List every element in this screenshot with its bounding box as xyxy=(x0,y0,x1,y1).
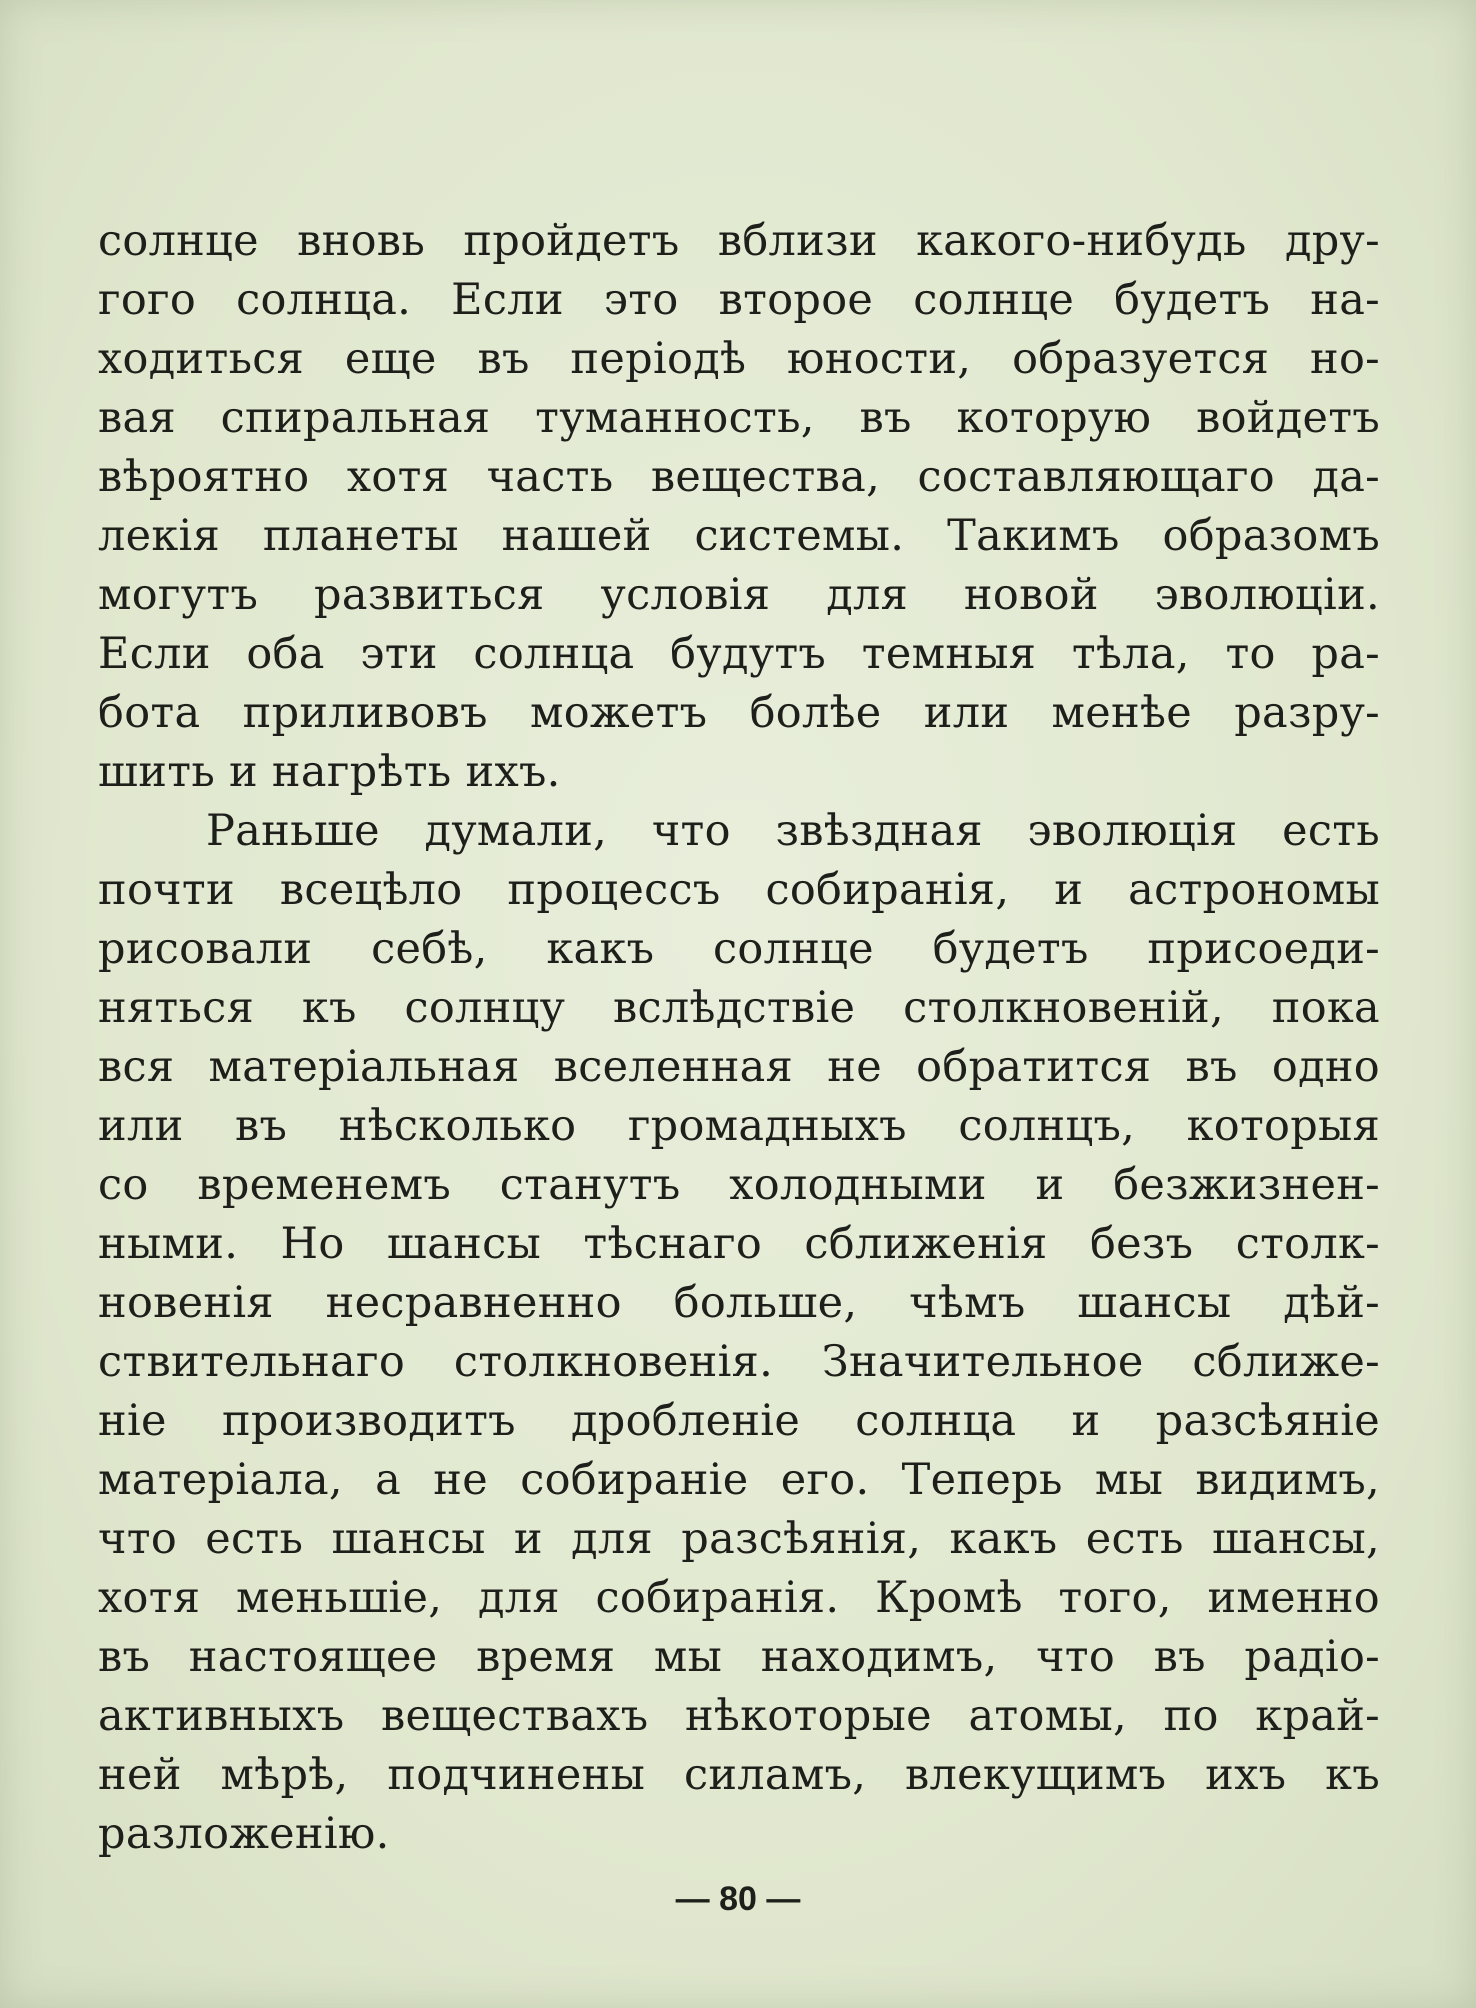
text-line: со временемъ станутъ холодными и безжизнен- xyxy=(98,1160,1380,1210)
text-line: активныхъ веществахъ нѣкоторые атомы, по край- xyxy=(98,1691,1380,1741)
page-number: — 80 — xyxy=(675,1880,801,1918)
text-line: новенія несравненно больше, чѣмъ шансы дѣй- xyxy=(98,1278,1380,1328)
text-line: что есть шансы и для разсѣянія, какъ есть шансы, xyxy=(98,1514,1380,1564)
text-line: ствительнаго столкновенія. Значительное сближе- xyxy=(98,1337,1380,1387)
text-line: шить и нагрѣть ихъ. xyxy=(98,747,561,797)
text-line: ными. Но шансы тѣснаго сближенія безъ столк- xyxy=(98,1219,1380,1269)
text-line: въ настоящее время мы находимъ, что въ радіо- xyxy=(98,1632,1380,1682)
text-line: солнце вновь пройдетъ вблизи какого-нибудь дру- xyxy=(98,216,1380,266)
text-line: лекія планеты нашей системы. Такимъ образомъ xyxy=(98,511,1380,561)
text-line: почти всецѣло процессъ собиранія, и астрономы xyxy=(98,865,1380,915)
text-line: ней мѣрѣ, подчинены силамъ, влекущимъ ихъ къ xyxy=(98,1750,1380,1800)
text-line: Если оба эти солнца будутъ темныя тѣла, то ра- xyxy=(98,629,1380,679)
text-line: ходиться еще въ періодѣ юности, образуется но- xyxy=(98,334,1380,384)
text-line: могутъ развиться условія для новой эволюціи. xyxy=(98,570,1380,620)
text-line: гого солнца. Если это второе солнце будетъ на- xyxy=(98,275,1380,325)
text-line: вся матеріальная вселенная не обратится въ одно xyxy=(98,1042,1380,1092)
text-line: няться къ солнцу вслѣдствіе столкновеній, пока xyxy=(98,983,1380,1033)
text-line: разложенію. xyxy=(98,1809,390,1859)
text-line: вая спиральная туманность, въ которую войдетъ xyxy=(98,393,1380,443)
text-line: рисовали себѣ, какъ солнце будетъ присоеди- xyxy=(98,924,1380,974)
text-line: хотя меньшіе, для собиранія. Кромѣ того, именно xyxy=(98,1573,1380,1623)
body-text xyxy=(98,212,1380,1864)
text-line: ніе производитъ дробленіе солнца и разсѣяніе xyxy=(98,1396,1380,1446)
text-line: матеріала, а не собираніе его. Теперь мы видимъ, xyxy=(98,1455,1380,1505)
text-line: бота приливовъ можетъ болѣе или менѣе разру- xyxy=(98,688,1380,738)
text-line: вѣроятно хотя часть вещества, составляющаго да- xyxy=(98,452,1380,502)
text-line: или въ нѣсколько громадныхъ солнцъ, которыя xyxy=(98,1101,1380,1151)
text-line: Раньше думали, что звѣздная эволюція есть xyxy=(206,806,1380,856)
